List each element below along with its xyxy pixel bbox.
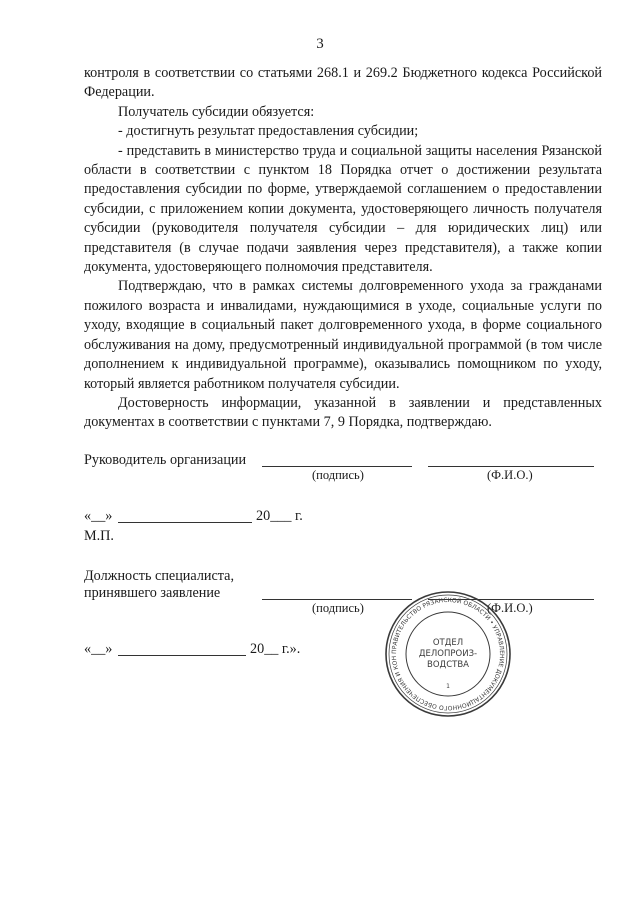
stamp-icon	[384, 590, 512, 718]
paragraph-confirmation-accuracy: Достоверность информации, указанной в заявлении и представленных документах в соответствии с пунктами 7, 9 Порядка, подтверждаю.	[84, 394, 602, 431]
head-of-organization-label: Руководитель организации	[84, 452, 247, 468]
name-caption-2: (Ф.И.О.)	[487, 601, 533, 615]
date-month-line-1	[118, 522, 252, 523]
date-year-1: 20___ г.	[256, 508, 303, 524]
date-day-2: «__»	[84, 641, 113, 657]
stamp-number: 1	[446, 683, 450, 690]
stamp-center-line-2: ДЕЛОПРОИЗ-	[418, 649, 478, 659]
stamp-center-line-3: ВОДСТВА	[427, 660, 469, 670]
page-number: 3	[316, 36, 324, 52]
paragraph-continuation: контроля в соответствии со статьями 268.1 и 269.2 Бюджетного кодекса Российской Федерации.	[84, 65, 602, 101]
signature-line-1	[262, 466, 412, 467]
name-caption-1: (Ф.И.О.)	[487, 468, 533, 482]
name-line-1	[428, 466, 594, 467]
specialist-position-label-1: Должность специалиста,	[84, 568, 235, 584]
date-month-line-2	[118, 655, 246, 656]
paragraph-obligations-intro: Получатель субсидии обязуется:	[118, 103, 315, 120]
seal-place-label: М.П.	[84, 528, 114, 544]
document-body	[84, 64, 602, 433]
date-year-2: 20__ г.».	[250, 641, 301, 657]
stamp-center-line-1: ОТДЕЛ	[432, 638, 464, 648]
date-day-1: «__»	[84, 508, 113, 524]
paragraph-confirmation-care: Подтверждаю, что в рамках системы долговременного ухода за гражданами пожилого возраста и инвалидами, нуждающимися в уходе, социальные услуги по уходу, входящие в социальный пакет долговременного ухода, в форме социального обслуживания на дому, предусмотренный индивидуальной программой (в том числе дополнением к индивидуальной программе), оказывались помощником по уходу, который является работником получателя субсидии.	[84, 278, 602, 392]
paragraph-obligation-2: - представить в министерство труда и социальной защиты населения Рязанской области в соответствии с пунктом 18 Порядка отчет о достижении результата предоставления субсидии по форме, утверждаемой соглашением о предоставлении субсидии, с приложением копии документа, удостоверяющего личность получателя субсидии (руководителя получателя субсидии – для юридических лиц) или представителя (в случае подачи заявления через представителя), а также копии документа, удостоверяющего полномочия представителя.	[84, 142, 602, 276]
signature-caption-1: (подпись)	[312, 468, 364, 482]
signature-caption-2: (подпись)	[312, 601, 364, 615]
official-stamp	[384, 590, 512, 718]
stamp-ring-text: ПРАВИТЕЛЬСТВО РЯЗАНСКОЙ ОБЛАСТИ • УПРАВЛЕНИЕ ДОКУМЕНТАЦИОННОГО ОБЕСПЕЧЕНИЯ И КОН	[390, 596, 506, 712]
paragraph-obligation-1: - достигнуть результат предоставления субсидии;	[118, 123, 419, 140]
specialist-position-label-2: принявшего заявление	[84, 585, 221, 601]
